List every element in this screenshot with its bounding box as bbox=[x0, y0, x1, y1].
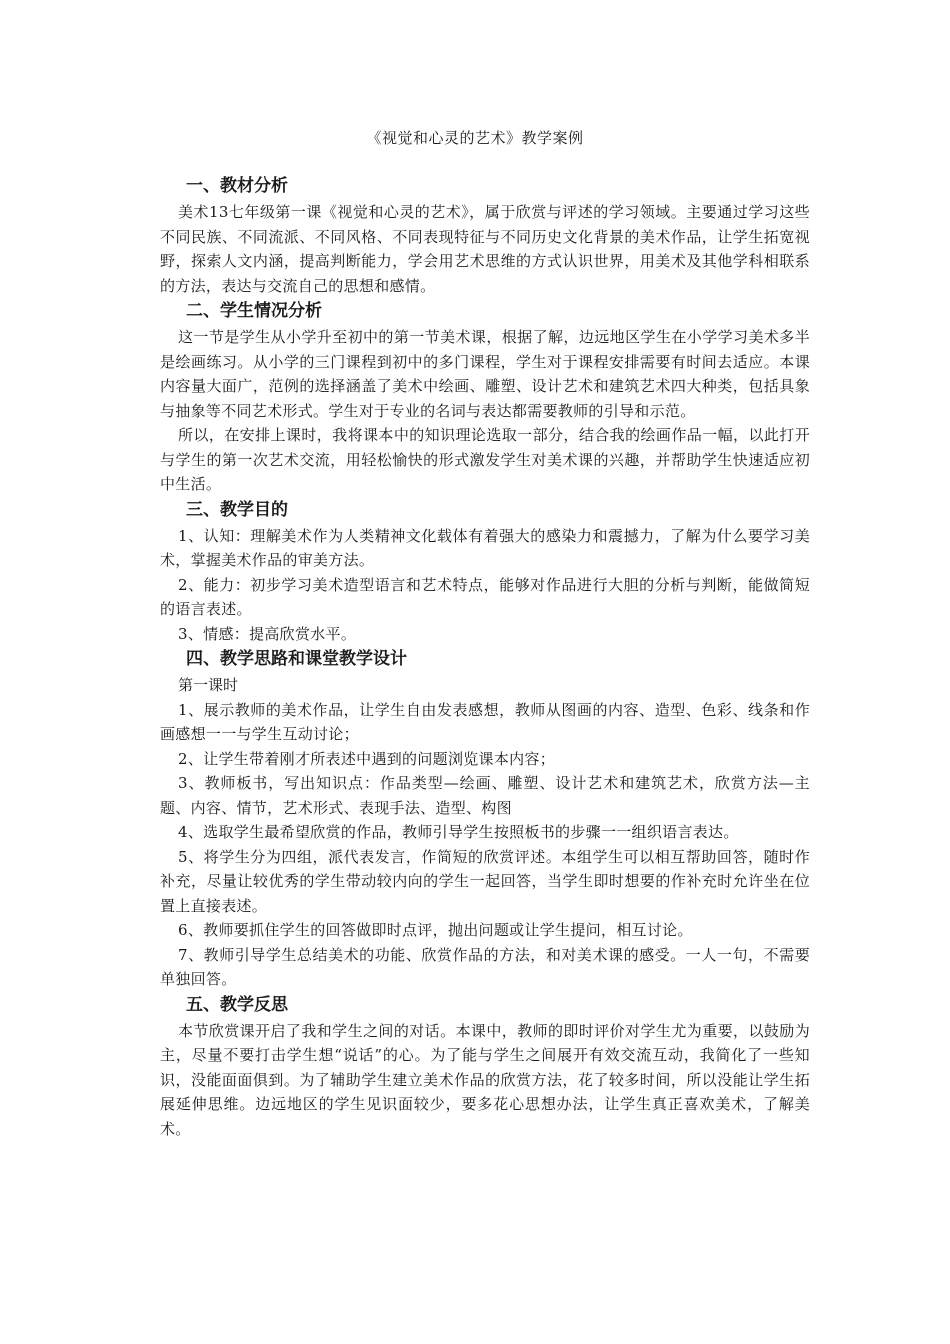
paragraph: 1、展示教师的美术作品，让学生自由发表感想，教师从图画的内容、造型、色彩、线条和作画感想一一与学生互动讨论； bbox=[160, 700, 810, 743]
document-body bbox=[160, 173, 810, 1141]
paragraph: 2、能力：初步学习美术造型语言和艺术特点，能够对作品进行大胆的分析与判断，能做简短的语言表述。 bbox=[160, 575, 810, 618]
paragraph: 3、教师板书，写出知识点：作品类型—绘画、雕塑、设计艺术和建筑艺术，欣赏方法—主题、内容、情节，艺术形式、表现手法、造型、构图 bbox=[160, 774, 810, 817]
section-subheading: 第一课时 bbox=[178, 676, 239, 694]
section-heading: 一、教材分析 bbox=[186, 176, 288, 196]
paragraph: 5、将学生分为四组，派代表发言，作简短的欣赏评述。本组学生可以相互帮助回答，随时作补充，尽量让较优秀的学生带动较内向的学生一起回答，当学生即时想要的作补充时允许坐在位置上直接表述。 bbox=[160, 847, 810, 915]
section-teaching-objectives bbox=[160, 497, 810, 647]
paragraph: 7、教师引导学生总结美术的功能、欣赏作品的方法，和对美术课的感受。一人一句，不需要单独回答。 bbox=[160, 945, 810, 988]
section-student-analysis bbox=[160, 298, 810, 497]
paragraph: 所以，在安排上课时，我将课本中的知识理论选取一部分，结合我的绘画作品一幅，以此打开与学生的第一次艺术交流，用轻松愉快的形式激发学生对美术课的兴趣，并帮助学生快速适应初中生活。 bbox=[160, 426, 810, 493]
paragraph: 3、情感：提高欣赏水平。 bbox=[178, 624, 357, 643]
paragraph: 1、认知：理解美术作为人类精神文化载体有着强大的感染力和震撼力，了解为什么要学习美术，掌握美术作品的审美方法。 bbox=[160, 526, 810, 569]
section-heading: 四、教学思路和课堂教学设计 bbox=[186, 649, 407, 669]
section-heading: 三、教学目的 bbox=[186, 499, 288, 520]
paragraph: 本节欣赏课开启了我和学生之间的对话。本课中，教师的即时评价对学生尤为重要，以鼓励为主，尽量不要打击学生想“说话”的心。为了能与学生之间展开有效交流互动，我简化了一些知识，没能面面俱到。为了辅助学生建立美术作品的欣赏方法，花了较多时间，所以没能让学生拓展延伸思维。边远地区的学生见识面较少，要多花心思想办法，让学生真正喜欢美术，了解美术。 bbox=[160, 1021, 810, 1138]
section-teaching-design bbox=[160, 646, 810, 992]
section-heading: 二、学生情况分析 bbox=[186, 301, 322, 321]
paragraph: 4、选取学生最希望欣赏的作品，教师引导学生按照板书的步骤一一组织语言表达。 bbox=[178, 823, 739, 841]
paragraph: 美术13七年级第一课《视觉和心灵的艺术》，属于欣赏与评述的学习领域。主要通过学习这些不同民族、不同流派、不同风格、不同表现特征与不同历史文化背景的美术作品，让学生拓宽视野，探索人文内涵，提高判断能力，学会用艺术思维的方式认识世界，用美术及其他学科相联系的方法，表达与交流自己的思想和感情。 bbox=[160, 203, 810, 295]
paragraph: 2、让学生带着刚才所表述中遇到的问题浏览课本内容； bbox=[178, 749, 556, 768]
section-reflection bbox=[160, 992, 810, 1142]
section-textbook-analysis bbox=[160, 173, 810, 298]
section-heading: 五、教学反思 bbox=[186, 994, 288, 1015]
paragraph: 6、教师要抓住学生的回答做即时点评，抛出问题或让学生提问，相互讨论。 bbox=[178, 921, 693, 939]
paragraph: 这一节是学生从小学升至初中的第一节美术课，根据了解，边远地区学生在小学学习美术多半是绘画练习。从小学的三门课程到初中的多门课程，学生对于课程安排需要有时间去适应。本课内容量大面广，范例的选择涵盖了美术中绘画、雕塑、设计艺术和建筑艺术四大种类，包括具象与抽象等不同艺术形式。学生对于专业的名词与表达都需要教师的引导和示范。 bbox=[160, 328, 810, 420]
document-title: 《视觉和心灵的艺术》教学案例 bbox=[366, 129, 584, 147]
